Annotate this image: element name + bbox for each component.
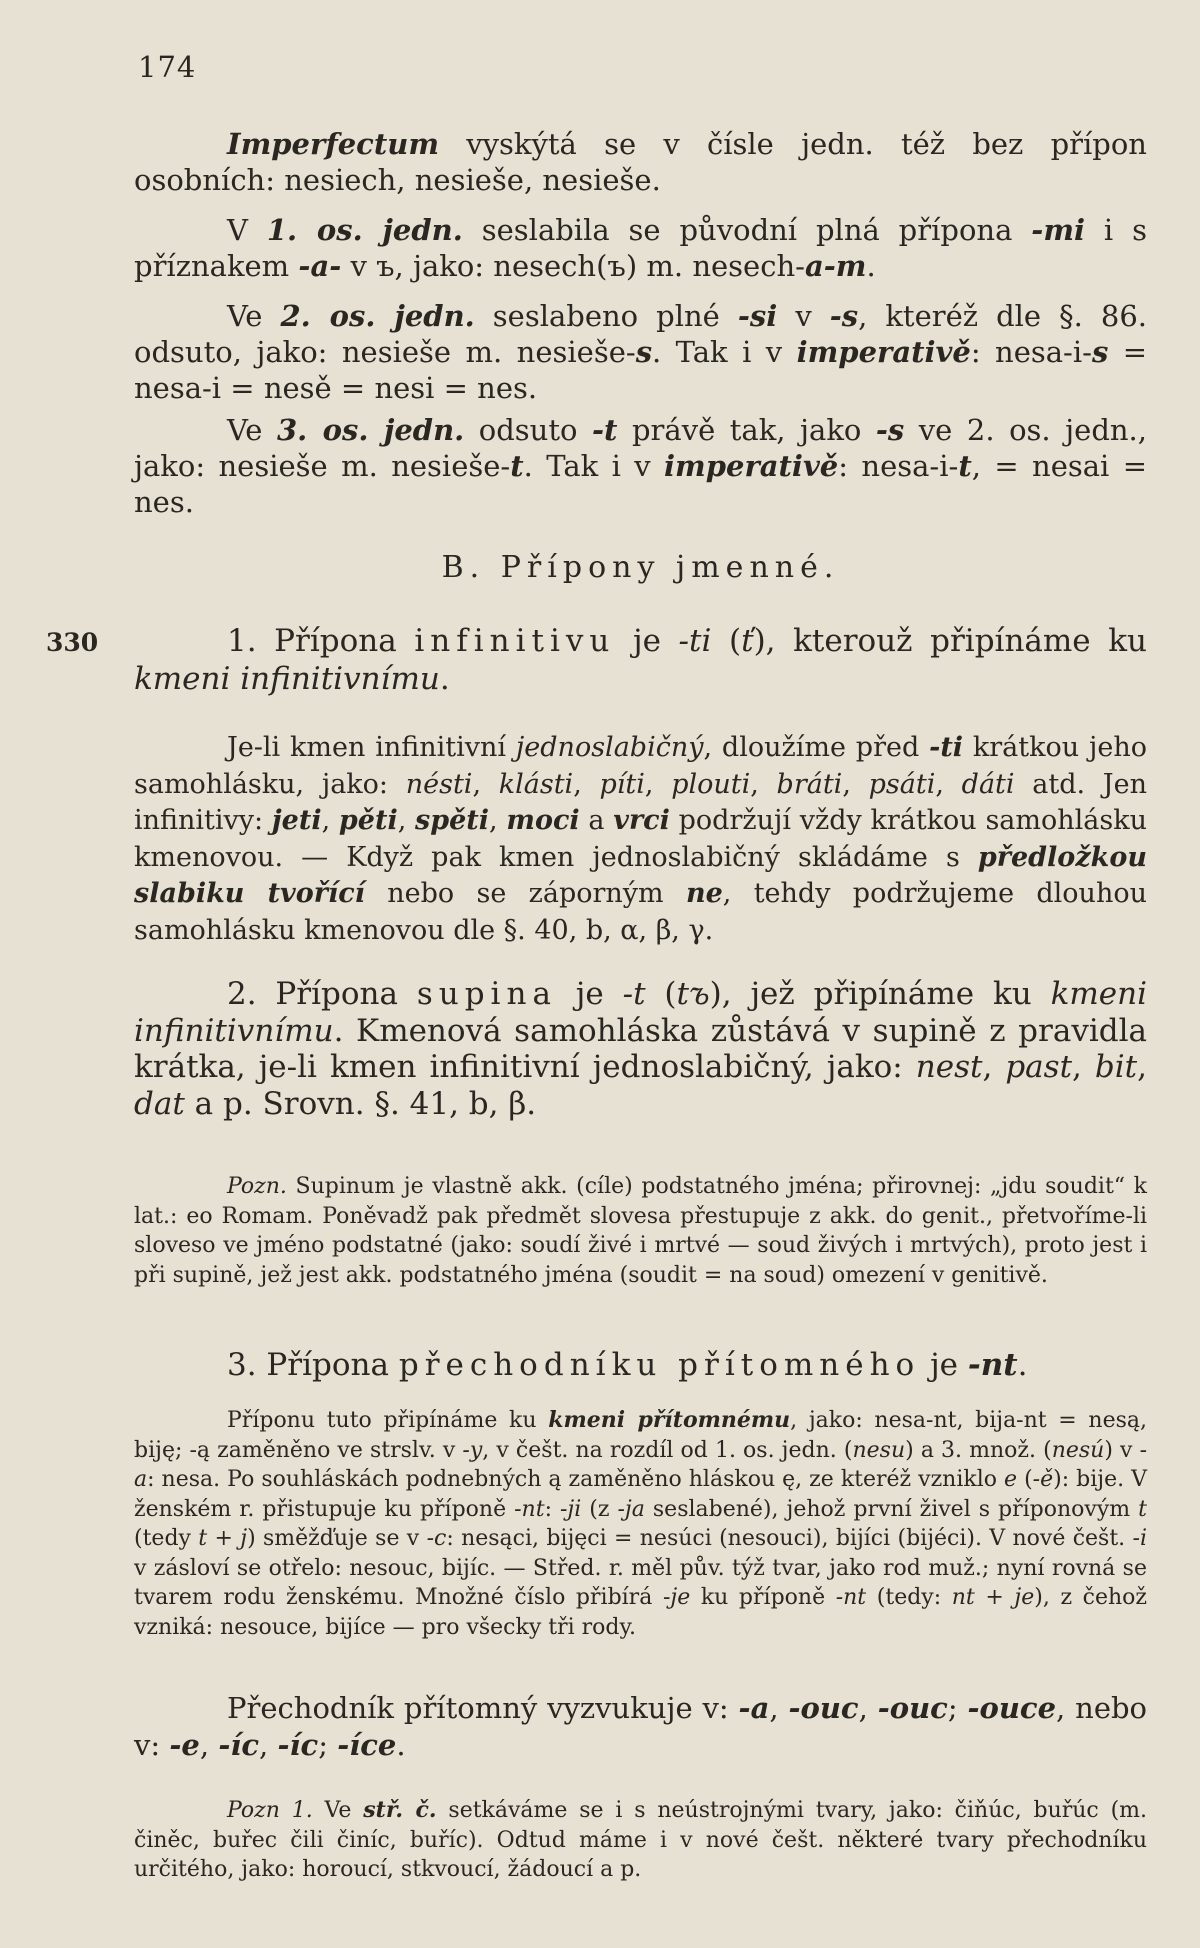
text: V (227, 213, 267, 247)
spaced-term: supina (416, 976, 557, 1012)
example: jeti (271, 805, 322, 836)
text: a p. Srovn. §. 41, b, β. (184, 1085, 537, 1122)
text: (tedy (134, 1526, 199, 1551)
ending: -íc (277, 1728, 319, 1762)
term: jednoslabičný (515, 732, 704, 763)
example: klásti (498, 768, 574, 800)
example: plouti (671, 768, 751, 800)
suffix: -mi (1031, 213, 1086, 247)
text: . (1017, 1347, 1028, 1383)
text: , (644, 768, 672, 800)
text: , (472, 768, 499, 800)
text: , (259, 1728, 278, 1762)
term: imperativě (796, 335, 971, 369)
suffix: -ti (929, 732, 964, 763)
ending: -ouc (877, 1691, 948, 1725)
paragraph-pozn1 (134, 1172, 1147, 1290)
suffix: -a (134, 1437, 1148, 1492)
section-heading-b: B. Přípony jmenné. (441, 550, 840, 585)
suffix: e (1004, 1467, 1018, 1492)
ending: -e (169, 1728, 200, 1762)
third-person-paragraph (134, 412, 1147, 520)
text: nebo se záporným (364, 878, 686, 909)
suffix: -s (875, 413, 905, 447)
example: píti (599, 768, 645, 800)
text: 1. Přípona (227, 623, 415, 659)
suffix: -c (426, 1526, 447, 1551)
text: 2. Přípona (227, 976, 417, 1012)
ending: -a (738, 1691, 770, 1725)
text: ( (711, 623, 742, 659)
text: podržují vždy krátkou samohlásku kmenovou. — Když pak kmen jednoslabičný skládáme s (134, 805, 1147, 873)
example: past (1005, 1049, 1073, 1085)
text: , (750, 768, 777, 800)
text: seslabila se původní plná přípona (462, 213, 1032, 247)
term: imperativě (664, 449, 839, 483)
example: spěti (415, 805, 490, 836)
text: seslabené), jehož první živel s příponovým (644, 1496, 1139, 1522)
example: moci (506, 805, 580, 836)
text: 3. Přípona (227, 1347, 399, 1383)
example: nesu (852, 1437, 906, 1463)
ending: -íce (337, 1728, 397, 1762)
text: setkáváme se i s neústrojnými tvary, jako: čiňúc, buřúc (m. činěc, buřec čili činíc, buříc). Odtud máme i v nové češt. některé tvary přechodníku určitého, jako: horoucí, stkvoucí, žádoucí a p. (134, 1798, 1148, 1882)
text: ), kterouž připínáme ku (753, 623, 1147, 659)
spaced-term: infinitivu (414, 623, 616, 659)
text: Příponu tuto připínáme ku (227, 1408, 549, 1433)
paragraph-p1 (134, 126, 1147, 198)
text: , (199, 1728, 219, 1762)
suffix: s (635, 335, 653, 369)
text: a (579, 805, 614, 836)
text: ve 2. os. jedn., jako: nesieše m. nesieše- (134, 413, 1147, 483)
suffix: t (510, 449, 524, 483)
text: . Kmenová samohláska zůstává v supině z pravidla krátka, je-li kmen infinitivní jednoslabičný, jako: (134, 1012, 1147, 1085)
text: , (1137, 1049, 1147, 1085)
margin-paragraph-number: 330 (46, 628, 99, 657)
text: , (397, 805, 416, 836)
text: , (982, 1049, 1006, 1085)
term: 3. os. jedn. (276, 413, 465, 447)
suffix: -s (829, 299, 859, 333)
text: , = nesai = nes. (134, 449, 1148, 519)
term: kmeni infinitivnímu (134, 661, 440, 697)
suffix: ť (741, 623, 754, 659)
supinum-note (134, 1172, 1147, 1290)
term: ne (685, 878, 723, 909)
text: , v češt. na rozdíl od 1. os. jedn. ( (482, 1437, 853, 1463)
term: Imperfectum (227, 127, 440, 161)
text: ), z čehož vzniká: nesouce, bijíce — pro všecky tři rody. (134, 1585, 1147, 1640)
second-person-paragraph (134, 298, 1147, 406)
text: ) směžďuje se v (247, 1526, 427, 1551)
text: . Tak i v (523, 449, 665, 483)
text: , (769, 1691, 789, 1725)
spaced-term: přechodníku přítomného (398, 1347, 921, 1383)
suffix: -je (662, 1585, 691, 1610)
text: je (556, 976, 623, 1012)
note-label: Pozn. (227, 1174, 287, 1199)
ending: -ouc (788, 1691, 859, 1725)
infinitive-body (134, 730, 1147, 949)
term: 1. os. jedn. (266, 213, 463, 247)
text: . (866, 249, 876, 283)
suffix: -t (592, 413, 618, 447)
text: , (935, 768, 962, 800)
text: , nebo v: (134, 1691, 1148, 1762)
text: , (842, 768, 869, 800)
term: předložkou slabiku tvořící (134, 841, 1147, 909)
suffix: s (1091, 335, 1109, 369)
text: ; (947, 1691, 968, 1725)
text: , (1072, 1049, 1095, 1085)
text: ; (318, 1728, 338, 1762)
paragraph-pozn2 (134, 1796, 1147, 1885)
text: ( (1017, 1467, 1033, 1492)
text: , dloužíme před (703, 732, 930, 763)
first-person-paragraph (134, 212, 1147, 284)
suffix: -ti (678, 623, 712, 659)
paragraph-s3-forms (134, 1690, 1147, 1764)
text: atd. Jen infinitivy: (134, 768, 1147, 836)
ending: -ouce (967, 1691, 1057, 1725)
paragraph-p3 (134, 298, 1147, 406)
participle-heading (134, 1346, 1147, 1384)
text: = nesa-i = nesě = nesi = nes. (134, 335, 1148, 405)
participle-note (134, 1796, 1147, 1885)
infinitive-intro (134, 622, 1147, 698)
suffix: -ja (617, 1496, 645, 1522)
text: (z (581, 1496, 618, 1522)
text: : nesąci, bijęci = nesúci (nesouci), bijíci (bijéci). V nové češt. (446, 1526, 1133, 1551)
text: vyskýtá se v čísle jedn. též bez přípon osobních: nesiech, nesieše, nesieše. (134, 127, 1147, 197)
text: . (439, 661, 450, 697)
suffix: tъ (676, 976, 710, 1012)
participle-forms (134, 1690, 1147, 1764)
example: psáti (868, 768, 936, 800)
imperfectum-paragraph (134, 126, 1147, 198)
text: ) v (1104, 1437, 1140, 1463)
suffix: t (958, 449, 972, 483)
text: Přechodník přítomný vyzvukuje v: (227, 1691, 739, 1725)
suffix: -y (462, 1437, 483, 1463)
note-label: Pozn 1. (227, 1798, 313, 1823)
text: ): bije. V ženském r. přistupuje ku příponě (134, 1467, 1147, 1522)
suffix: -nt (514, 1496, 545, 1522)
term: kmeni přítomnému (548, 1407, 791, 1433)
text: krátkou jeho samohlásku, jako: (134, 732, 1147, 800)
text: v ъ, jako: nesech(ъ) m. nesech- (341, 249, 805, 283)
example: nésti (405, 768, 473, 800)
text: je (615, 623, 679, 659)
suffix: -nt (967, 1347, 1018, 1383)
text: (tedy: (866, 1585, 952, 1610)
term: stř. č. (363, 1797, 437, 1823)
paragraph-s3-heading (134, 1346, 1147, 1384)
paragraph-s3-body (134, 1406, 1147, 1642)
supinum-paragraph (134, 976, 1147, 1122)
text: . (396, 1728, 406, 1762)
text: i s příznakem (134, 213, 1147, 283)
suffix: -t (622, 976, 646, 1012)
ending: -íc (218, 1728, 260, 1762)
term: 2. os. jedn. (280, 299, 475, 333)
text: Ve (227, 413, 277, 447)
text: , kteréž dle §. 86. odsuto, jako: nesieše m. nesieše- (134, 299, 1147, 369)
suffix: -ě (1032, 1467, 1054, 1492)
text: ) a 3. množ. ( (905, 1437, 1052, 1463)
paragraph-p4 (134, 412, 1147, 520)
text: Supinum je vlastně akk. (cíle) podstatného jména; přirovnej: „jdu soudit“ k lat.: eo Romam. Poněvadž pak předmět slovesa přestupuje z akk. do genit., přetvoříme-li sloveso ve jméno podstatné (jako: soudí živé i mrtvé — soud živých i mrtvých), proto jest i při supině, jež jest akk. podstatného jména (soudit = na soud) omezení v genitivě. (134, 1174, 1147, 1288)
text: v (777, 299, 830, 333)
text: , tehdy podržujeme dlouhou samohlásku kmenovou dle §. 40, b, α, β, γ. (134, 878, 1147, 946)
paragraph-s1-intro (134, 622, 1147, 698)
paragraph-s1-body (134, 730, 1147, 949)
suffix: -ji (560, 1496, 582, 1522)
text: , (573, 768, 600, 800)
term: kmeni infinitivnímu (134, 976, 1147, 1049)
example: pěti (338, 805, 398, 836)
text: : nesa-i- (838, 449, 959, 483)
text: právě tak, jako (617, 413, 876, 447)
suffix: -i (1132, 1526, 1147, 1551)
text: , (489, 805, 507, 836)
text: odsuto (464, 413, 593, 447)
example: vrci (613, 805, 670, 836)
example: dat (134, 1085, 185, 1122)
text: Ve (227, 299, 281, 333)
text: Je-li kmen infinitivní (227, 732, 516, 763)
suffix: -a- (298, 249, 342, 283)
text: : nesa. Po souhláskách podnebných ą zaměněno hláskou ę, ze kteréž vzniklo (147, 1467, 1005, 1492)
example: bráti (776, 768, 843, 800)
paragraph-s2 (134, 976, 1147, 1122)
participle-body (134, 1406, 1147, 1642)
example: dáti (961, 768, 1015, 800)
text: Ve (312, 1798, 364, 1823)
suffix: nt + je (951, 1585, 1035, 1610)
paragraph-p2 (134, 212, 1147, 284)
text: , (858, 1691, 878, 1725)
text: je (920, 1347, 968, 1383)
suffix: a-m (804, 249, 867, 283)
suffix: t + j (198, 1526, 248, 1551)
text: seslabeno plné (474, 299, 738, 333)
example: nesú (1051, 1437, 1105, 1463)
example: nest (915, 1049, 983, 1085)
suffix: -si (737, 299, 778, 333)
example: bit (1094, 1049, 1138, 1085)
text: ( (645, 976, 677, 1012)
text: ku příponě (690, 1585, 836, 1610)
text: , jako: nesa-nt, bija-nt = nesą, biję; -ą zaměněno ve strslv. v (134, 1408, 1147, 1463)
text: : (544, 1496, 560, 1522)
page-number: 174 (138, 50, 197, 84)
text: , (321, 805, 339, 836)
suffix: -nt (835, 1585, 867, 1610)
suffix: t (1138, 1496, 1147, 1522)
text: ), jež připínáme ku (709, 976, 1051, 1012)
text: : nesa-i- (970, 335, 1092, 369)
text: . Tak i v (652, 335, 797, 369)
text: v zásloví se otřelo: nesouc, bijíc. — Střed. r. měl pův. týž tvar, jako rod muž.; nyní rovná se tvarem rodu ženskému. Množné číslo přibírá (134, 1555, 1147, 1610)
